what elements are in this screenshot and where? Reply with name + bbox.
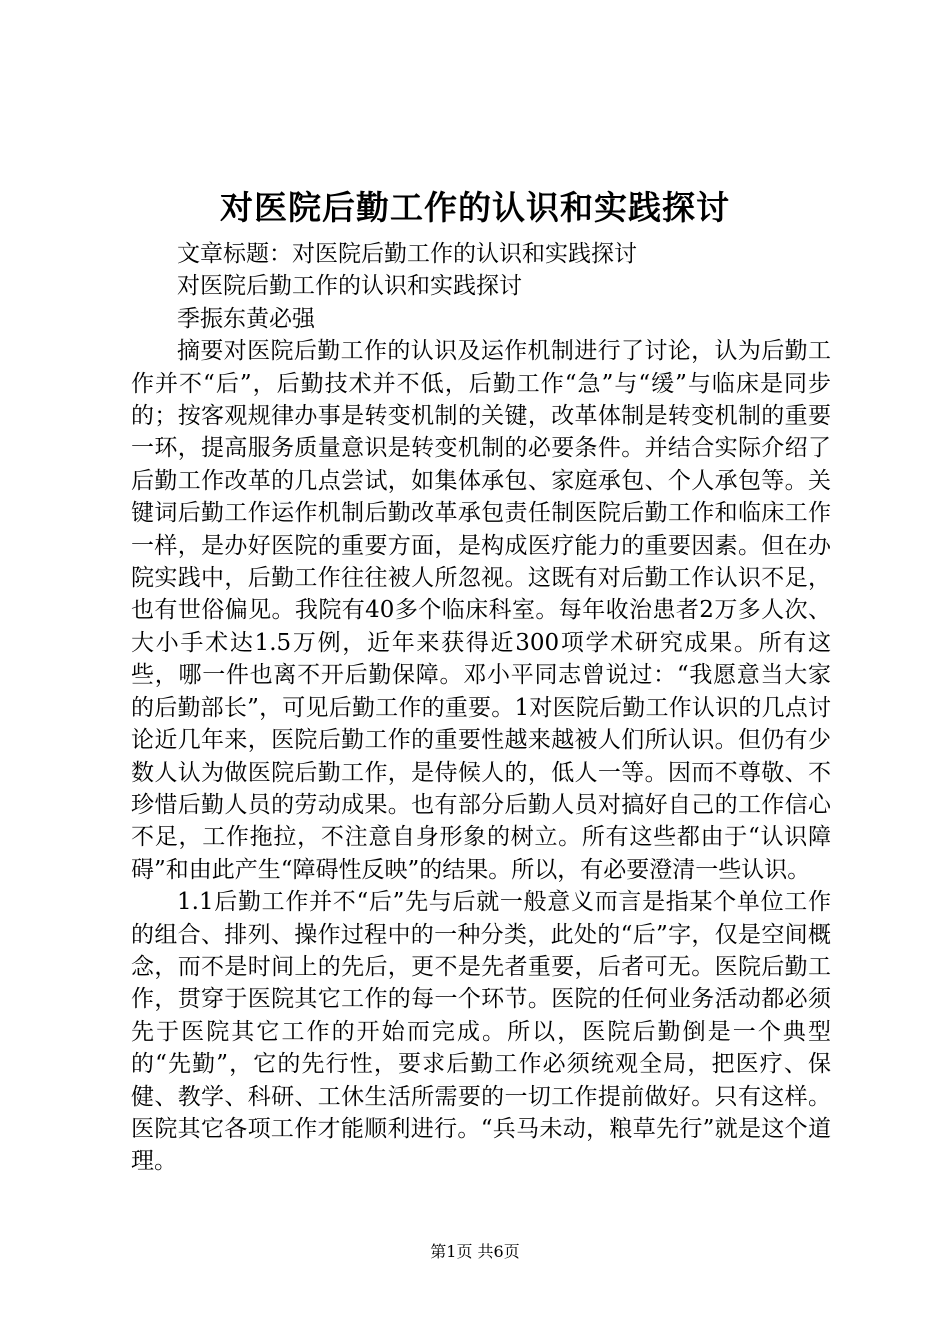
abstract-paragraph: 摘要对医院后勤工作的认识及运作机制进行了讨论，认为后勤工作并不“后”，后勤技术并不低，后勤工作“急”与“缓”与临床是同步的；按客观规律办事是转变机制的关键，改革体制是转变机制的重要一环，提高服务质量意识是转变机制的必要条件。并结合实际介绍了后勤工作改革的几点尝试，如集体承包、家庭承包、个人承包等。关键词后勤工作运作机制后勤改革承包责任制医院后勤工作和临床工作一样，是办好医院的重要方面，是构成医疗能力的重要因素。但在办院实践中，后勤工作往往被人所忽视。这既有对后勤工作认识不足，也有世俗偏见。我院有40多个临床科室。每年收治患者2万多人次、大小手术达1.5万例，近年来获得近300项学术研究成果。所有这些，哪一件也离不开后勤保障。邓小平同志曾说过：“我愿意当大家的后勤部长”，可见后勤工作的重要。1对医院后勤工作认识的几点讨论近几年来，医院后勤工作的重要性越来越被人们所认识。但仍有少数人认为做医院后勤工作，是侍候人的，低人一等。因而不尊敬、不珍惜后勤人员的劳动成果。也有部分后勤人员对搞好自己的工作信心不足，工作拖拉，不注意自身形象的树立。所有这些都由于“认识障碍”和由此产生“障碍性反映”的结果。所以，有必要澄清一些认识。 xyxy=(131,338,831,883)
section-1-1-paragraph: 1.1后勤工作并不“后”先与后就一般意义而言是指某个单位工作的组合、排列、操作过程中的一种分类，此处的“后”字，仅是空间概念，而不是时间上的先后，更不是先者重要，后者可无。医院后勤工作，贯穿于医院其它工作的每一个环节。医院的任何业务活动都必须先于医院其它工作的开始而完成。所以，医院后勤倒是一个典型的“先勤”，它的先行性，要求后勤工作必须统观全局，把医疗、保健、教学、科研、工休生活所需要的一切工作提前做好。只有这样。医院其它各项工作才能顺利进行。“兵马未动，粮草先行”就是这个道理。 xyxy=(131,889,831,1175)
author-line: 季振东黄必强 xyxy=(177,305,315,332)
document-title: 对医院后勤工作的认识和实践探讨 xyxy=(220,188,730,227)
document-body xyxy=(131,238,831,1178)
article-title-line: 文章标题：对医院后勤工作的认识和实践探讨 xyxy=(177,241,637,267)
subtitle-line: 对医院后勤工作的认识和实践探讨 xyxy=(177,273,522,300)
page-number-footer: 第1页 共6页 xyxy=(430,1242,520,1261)
